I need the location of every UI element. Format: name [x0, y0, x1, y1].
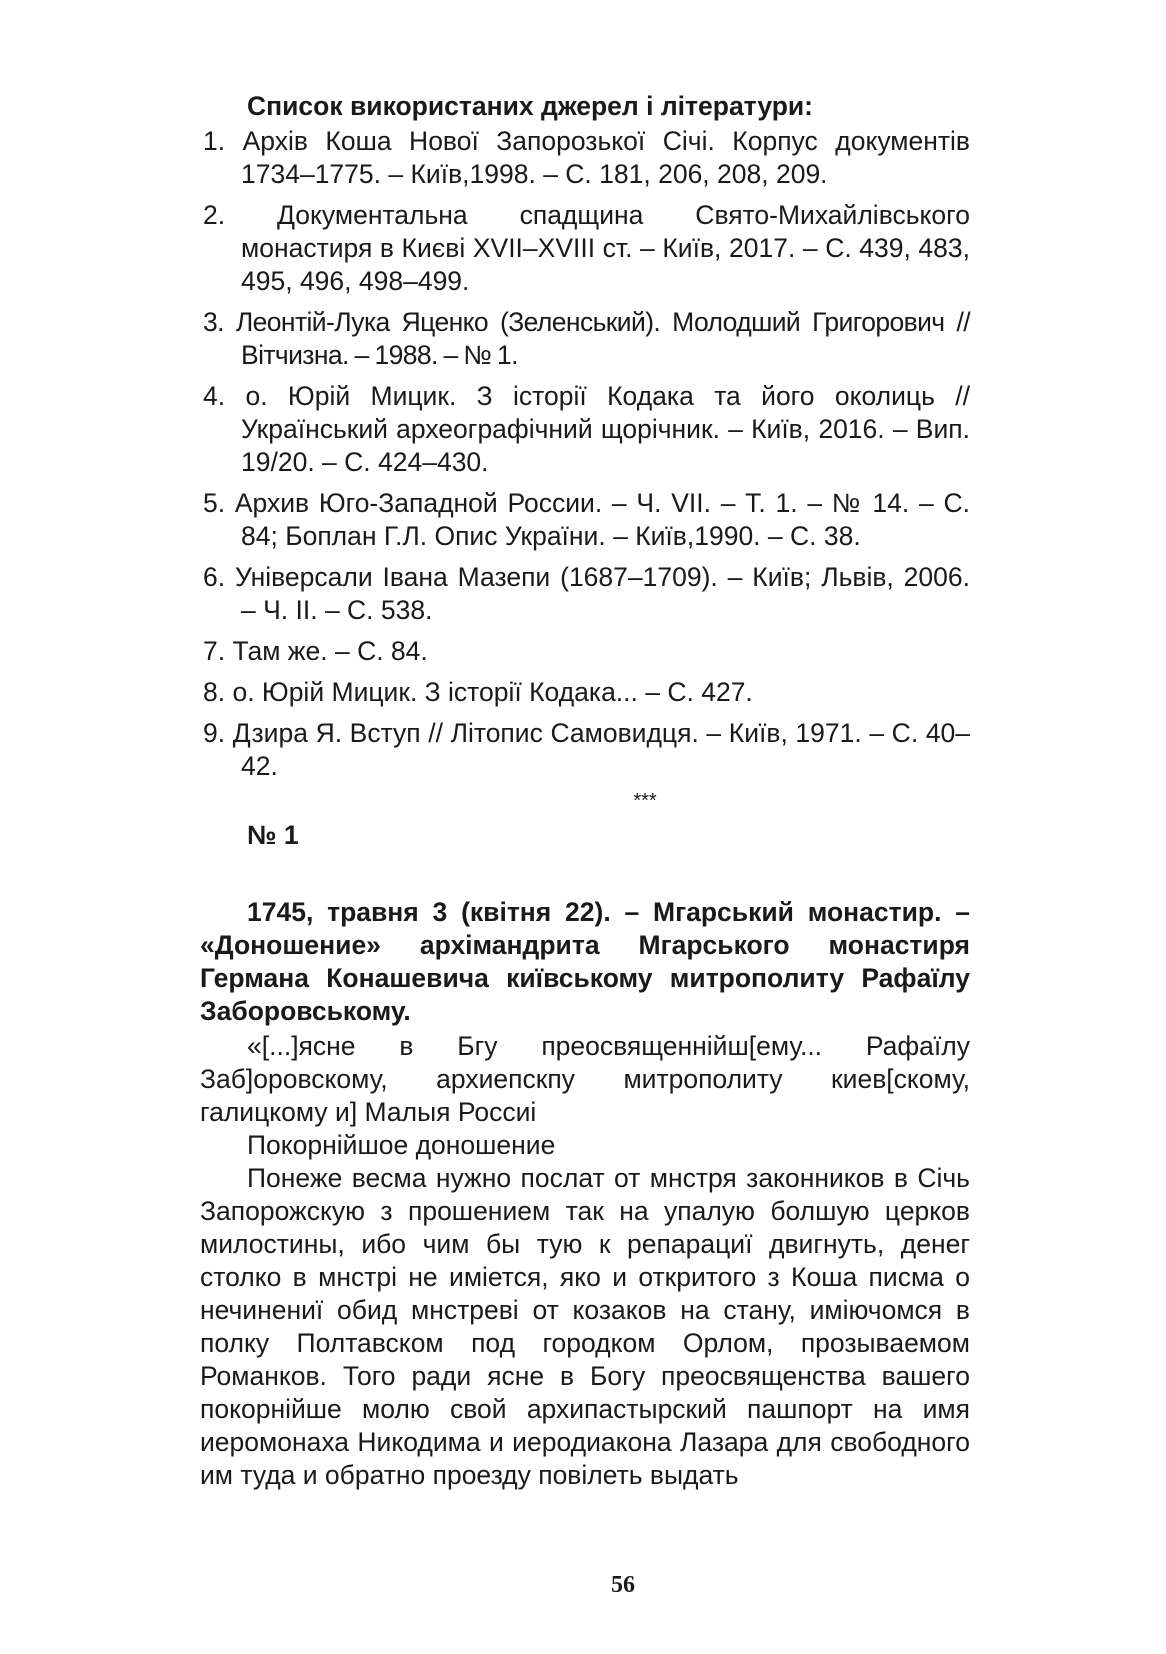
reference-item-4: 4. о. Юрій Мицик. З історії Кодака та його околиць // Український археографічний щорічник. – Київ, 2016. – Вип. 19/20. – С. 424–430.: [203, 381, 970, 477]
document-paragraph-3: Понеже весма нужно послат от мнстря законников в Січь Запорожскую з прошением так на упалую болшую церков милостины, ибо чим бы тую к репарациї двигнуть, денег столко в мнстрі не иміется, яко и откритого з Коша писма о нечинениї обид мнстреві от козаков на стану, иміючомся в полку Полтавском под городком Орлом, прозываемом Романков. Того ради ясне в Богу преосвященства вашего покорнійше молю свой архипастырский пашпорт на имя иеромонаха Никодима и иеродиакона Лазара для свободного им туда и обратно проезду повілеть выдать: [200, 1163, 970, 1490]
section-separator: ***: [633, 790, 657, 812]
reference-item-1: 1. Архів Коша Нової Запорозької Січі. Корпус документів 1734–1775. – Київ,1998. – С. 181, 206, 208, 209.: [203, 126, 970, 189]
reference-item-9: 9. Дзира Я. Вступ // Літопис Самовидця. – Київ, 1971. – С. 40–42.: [203, 718, 970, 781]
reference-item-6: 6. Універсали Івана Мазепи (1687–1709). – Київ; Львів, 2006. – Ч. ІІ. – С. 538.: [203, 562, 970, 625]
reference-item-2: 2. Документальна спадщина Свято-Михайлівського монастиря в Києві XVII–XVIII ст. – Київ, 2017. – С. 439, 483, 495, 496, 498–499.: [203, 200, 970, 296]
reference-item-3: 3. Леонтій-Лука Яценко (Зеленський). Молодший Григорович // Вітчизна. – 1988. – № 1.: [203, 307, 970, 370]
document-number: № 1: [247, 820, 299, 850]
page-content: [200, 90, 970, 1492]
reference-item-8: 8. о. Юрій Мицик. З історії Кодака... – С. 427.: [203, 677, 753, 707]
page-number: 56: [611, 1572, 635, 1598]
reference-item-5: 5. Архив Юго-Западной России. – Ч. VII. – Т. 1. – № 14. – С. 84; Боплан Г.Л. Опис України. – Київ,1990. – С. 38.: [203, 488, 970, 551]
document-heading: 1745, травня 3 (квітня 22). – Мгарський монастир. – «Доношение» архімандрита Мгарського монастиря Германа Конашевича київському митрополиту Рафаїлу Заборовському.: [200, 897, 970, 1026]
document-paragraph-2: Покорнійшое доношение: [247, 1130, 556, 1160]
document-paragraph-1: «[...]ясне в Бгу преосвященнійш[ему... Рафаїлу Заб]оровскому, архиепскпу митрополиту киев[скому, галицкому и] Малыя Россиі: [200, 1031, 970, 1127]
reference-item-7: 7. Там же. – С. 84.: [203, 636, 428, 666]
references-title: Список використаних джерел і літератури:: [247, 91, 814, 121]
